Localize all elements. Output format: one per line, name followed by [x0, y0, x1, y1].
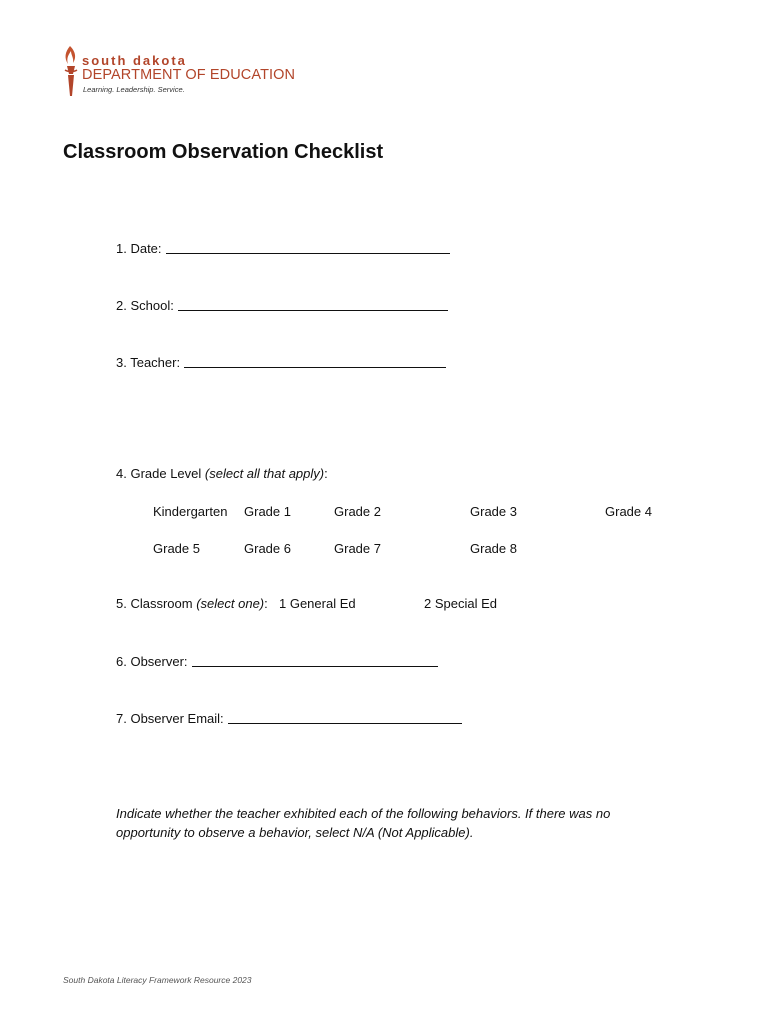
- observer-email-label: 7. Observer Email:: [116, 711, 224, 726]
- instructions-text: Indicate whether the teacher exhibited each of the following behaviors. If there was no opportunity to observe a behavior, select N/A (Not Applicable).: [116, 806, 611, 840]
- classroom-note: (select one): [196, 596, 265, 611]
- classroom-option-special-ed[interactable]: 2 Special Ed: [424, 596, 497, 611]
- date-blank[interactable]: [166, 240, 450, 254]
- school-label: 2. School:: [116, 298, 174, 313]
- grade-option-7[interactable]: Grade 7: [334, 541, 381, 556]
- grade-option-4[interactable]: Grade 4: [605, 504, 652, 519]
- classroom-suffix: :: [264, 596, 268, 611]
- grade-level-note: (select all that apply): [204, 466, 325, 481]
- teacher-field[interactable]: [116, 354, 446, 371]
- classroom-option-general-ed[interactable]: 1 General Ed: [279, 596, 356, 611]
- observer-email-blank[interactable]: [228, 710, 462, 724]
- grade-option-2[interactable]: Grade 2: [334, 504, 381, 519]
- logo-line-1: south dakota: [82, 53, 187, 68]
- grade-level-suffix: :: [324, 466, 328, 481]
- grade-option-1[interactable]: Grade 1: [244, 504, 291, 519]
- school-field[interactable]: [116, 297, 448, 314]
- classroom-question: [116, 596, 268, 612]
- logo-line-2: DEPARTMENT OF EDUCATION: [82, 67, 296, 83]
- page-title: Classroom Observation Checklist: [63, 141, 384, 163]
- footer-text: South Dakota Literacy Framework Resource 2023: [63, 975, 252, 985]
- observer-field[interactable]: [116, 653, 438, 670]
- sd-doe-logo: [62, 44, 296, 100]
- date-label: 1. Date:: [116, 241, 162, 256]
- grade-level-question: [116, 466, 328, 482]
- grade-option-5[interactable]: Grade 5: [153, 541, 200, 556]
- torch-icon: [62, 44, 80, 98]
- teacher-blank[interactable]: [184, 354, 446, 368]
- teacher-label: 3. Teacher:: [116, 355, 181, 370]
- grade-option-8[interactable]: Grade 8: [470, 541, 517, 556]
- grade-option-6[interactable]: Grade 6: [244, 541, 291, 556]
- observer-email-field[interactable]: [116, 710, 462, 727]
- observer-blank[interactable]: [192, 653, 438, 667]
- grade-level-label: 4. Grade Level: [116, 466, 205, 481]
- date-field[interactable]: [116, 240, 450, 257]
- school-blank[interactable]: [178, 297, 448, 311]
- classroom-label: 5. Classroom: [116, 596, 197, 611]
- logo-tagline: Learning. Leadership. Service.: [83, 85, 185, 94]
- grade-option-kindergarten[interactable]: Kindergarten: [153, 504, 228, 519]
- observer-label: 6. Observer:: [116, 654, 188, 669]
- grade-option-3[interactable]: Grade 3: [470, 504, 517, 519]
